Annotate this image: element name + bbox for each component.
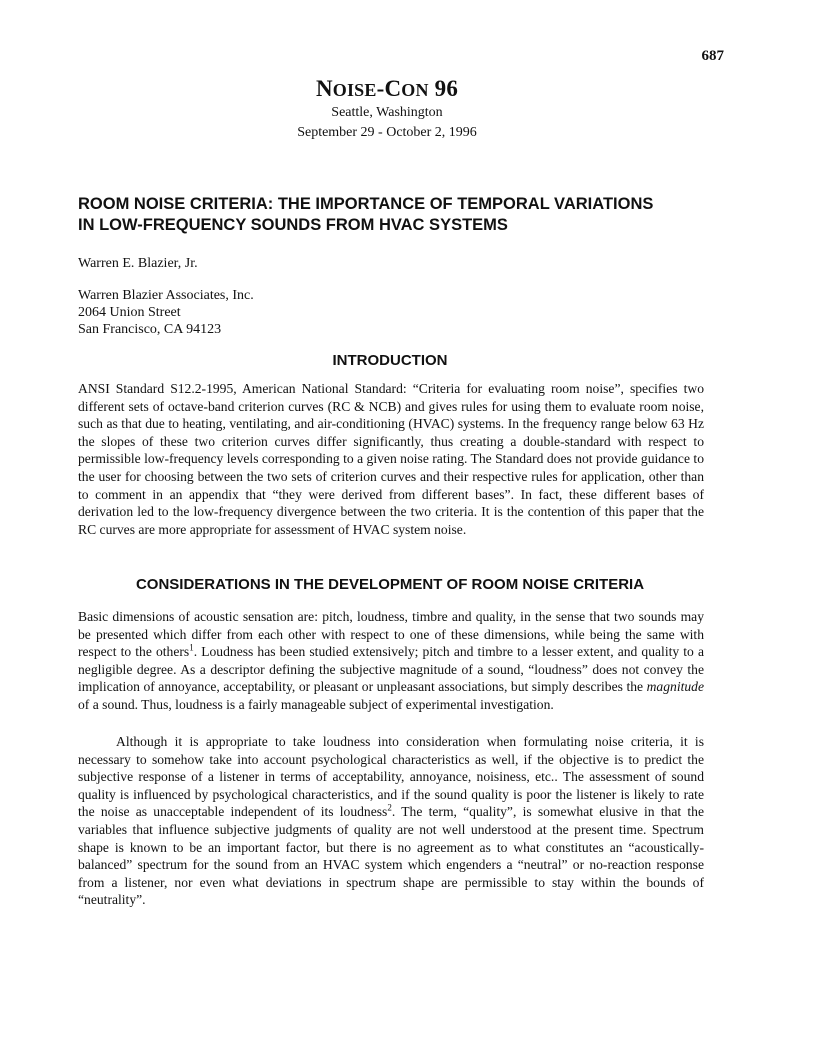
page-number: 687: [701, 48, 724, 64]
author-affiliation: [78, 287, 254, 338]
section-heading-considerations: CONSIDERATIONS IN THE DEVELOPMENT OF ROOM NOISE CRITERIA: [135, 576, 645, 593]
conference-header: [0, 76, 774, 143]
paper-title: [78, 194, 718, 236]
introduction-paragraph: ANSI Standard S12.2-1995, American National Standard: “Criteria for evaluating room noise”, specifies two different sets of octave-band criterion curves (RC & NCB) and gives rules for using them to evaluate room noise, such as that due to heating, ventilating, and air-conditioning (HVAC) systems. In the frequency range below 63 Hz the slopes of these two criterion curves differ significantly, thus creating a double-standard with respect to permissible low-frequency levels corresponding to a given noise rating. The Standard does not provide guidance to the user for choosing between the two sets of criterion curves and their respective rules for application, other than to comment in an appendix that “they were derived from different bases”. In fact, these different bases of derivation led to the low-frequency divergence between the two criteria. It is the contention of this paper that the RC curves are more appropriate for assessment of HVAC system noise.: [78, 381, 704, 537]
considerations-paragraph-2: Although it is appropriate to take loudness into consideration when formulating noise criteria, it is necessary to somehow take into account psychological characteristics as well, if the objective is to predict the subjective response of a listener in terms of acceptability, annoyance, noisiness, etc.. The assessment of sound quality is influenced by psychological characteristics, and if the sound quality is poor the listener is likely to rate the noise as unacceptable independent of its loudness$^2$. The term, “quality”, is somewhat elusive in that the variables that influence subjective judgments of quality are not well understood at the present time. Spectrum shape is known to be an important factor, but there is no agreement as to what constitutes an “acoustically-balanced” spectrum for the sound from an HVAC system which engenders a “neutral” or no-reaction response from a listener, nor even what deviations in spectrum shape are permissible to stay within the bounds of “neutrality”.: [78, 734, 704, 908]
affiliation-city: San Francisco, CA 94123: [78, 322, 222, 337]
affiliation-organization: Warren Blazier Associates, Inc.: [78, 288, 254, 303]
section-heading-introduction: INTRODUCTION: [332, 352, 448, 369]
considerations-paragraph-1: Basic dimensions of acoustic sensation are: pitch, loudness, timbre and quality, in the sense that two sounds may be presented which differ from each other with respect to one of these dimensions, while being the same with respect to the others$^1$. Loudness has been studied extensively; pitch and timbre to a lesser extent, and quality to a negligible degree. As a descriptor defining the subjective magnitude of a sound, “loudness” does not convey the implication of annoyance, acceptability, or pleasant or unpleasant associations, but simply describes the magnitude of a sound. Thus, loudness is a fairly manageable subject of experimental investigation.: [78, 609, 704, 712]
paper-title-line1: ROOM NOISE CRITERIA: THE IMPORTANCE OF TEMPORAL VARIATIONS: [78, 195, 654, 213]
conference-name: NOISE-CON 96: [315, 76, 459, 101]
paper-title-line2: IN LOW-FREQUENCY SOUNDS FROM HVAC SYSTEMS: [78, 216, 508, 234]
affiliation-street: 2064 Union Street: [78, 305, 181, 320]
conference-location: Seattle, Washington: [331, 105, 443, 120]
conference-dates: September 29 - October 2, 1996: [297, 125, 477, 140]
author-name: Warren E. Blazier, Jr.: [78, 256, 198, 271]
